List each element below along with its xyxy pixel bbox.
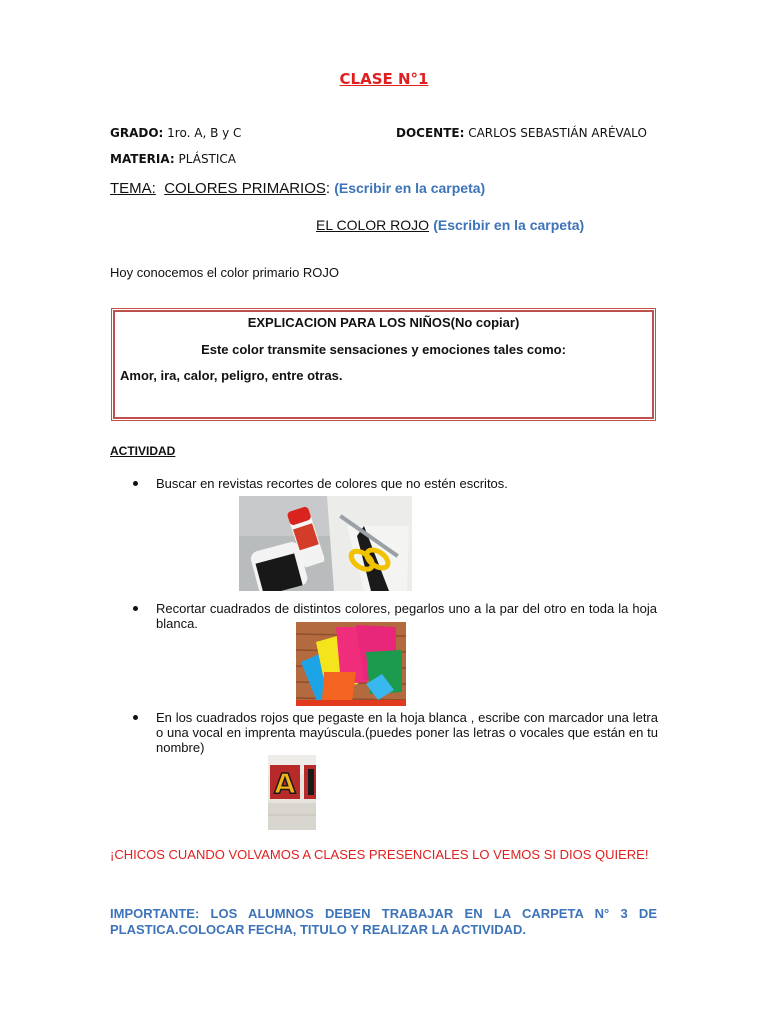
important-note: IMPORTANTE: LOS ALUMNOS DEBEN TRABAJAR EN LA CARPETA N° 3 DE PLASTICA.COLOCAR FECHA, TITULO Y REALIZAR LA ACTIVIDAD.: [110, 906, 657, 937]
tema-colon: :: [325, 180, 331, 197]
page-title: CLASE N°1: [339, 70, 429, 88]
activity-heading: ACTIVIDAD: [110, 444, 176, 458]
grado-line: [110, 126, 241, 140]
activity-item-3: En los cuadrados rojos que pegaste en la hoja blanca , escribe con marcador una letra o una vocal en imprenta mayúscula.(puedes poner las letras o vocales que están en tu nombre): [156, 710, 658, 755]
intro-text: Hoy conocemos el color primario ROJO: [110, 265, 340, 280]
bullet-dot: [133, 481, 138, 486]
tema-note: (Escribir en la carpeta): [334, 180, 486, 196]
tema-line: [110, 180, 485, 197]
bullet-dot: [133, 606, 138, 611]
clippings-photo: [239, 496, 412, 591]
bullet-dot: [133, 715, 138, 720]
letter-a-text: A: [274, 767, 296, 800]
subtitle-line: [316, 217, 584, 234]
activity-item-1: Buscar en revistas recortes de colores que no estén escritos.: [156, 476, 508, 491]
materia-label: MATERIA:: [110, 152, 175, 166]
letter-photo: [268, 755, 316, 830]
docente-label: DOCENTE:: [396, 126, 465, 140]
colored-squares-photo: [296, 622, 406, 706]
subtitle-text: EL COLOR ROJO: [316, 217, 430, 233]
materia-value: PLÁSTICA: [178, 152, 237, 166]
grado-label: GRADO:: [110, 126, 164, 140]
activity-item-2: Recortar cuadrados de distintos colores, pegarlos uno a la par del otro en toda la hoja blanca.: [156, 601, 657, 631]
materia-line: [110, 152, 236, 166]
grado-value: 1ro. A, B y C: [167, 126, 242, 140]
subtitle-note: (Escribir en la carpeta): [433, 217, 585, 233]
explanation-box: [111, 308, 656, 421]
explanation-line-2: Amor, ira, calor, peligro, entre otras.: [120, 368, 343, 383]
docente-line: [396, 126, 647, 140]
tema-value: COLORES PRIMARIOS: [164, 180, 326, 197]
explanation-heading: EXPLICACION PARA LOS NIÑOS(No copiar): [247, 315, 520, 330]
docente-value: CARLOS SEBASTIÁN ARÉVALO: [468, 126, 647, 140]
explanation-line-1: Este color transmite sensaciones y emociones tales como:: [201, 342, 566, 357]
tema-label: TEMA:: [110, 180, 156, 197]
closing-message: ¡CHICOS CUANDO VOLVAMOS A CLASES PRESENCIALES LO VEMOS SI DIOS QUIERE!: [110, 847, 649, 862]
